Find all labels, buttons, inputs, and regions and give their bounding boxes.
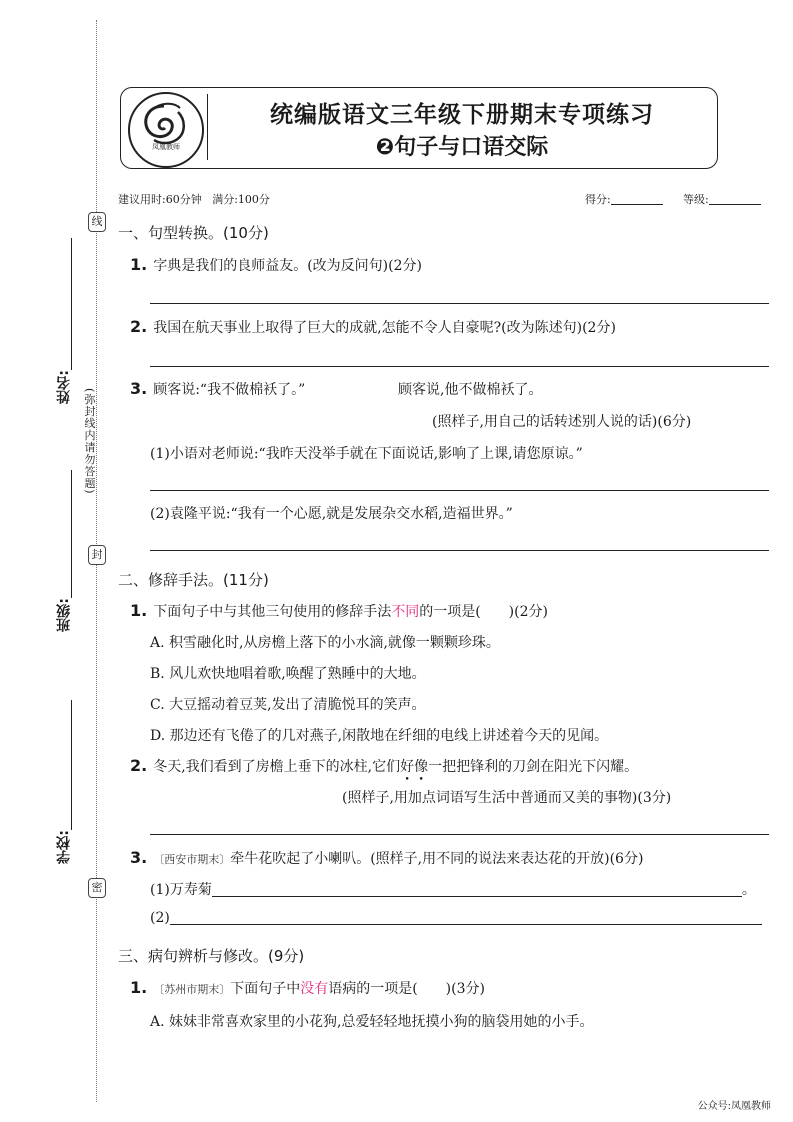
question-text-end: 一把把锋利的刀剑在阳光下闪耀。	[428, 759, 639, 775]
question-1-3	[130, 379, 305, 399]
option-c: C. 大豆摇动着豆荚,发出了清脆悦耳的笑声。	[150, 697, 426, 713]
score-field[interactable]	[585, 191, 663, 207]
answer-line[interactable]	[150, 834, 769, 835]
question-text: 下面句子中	[230, 981, 301, 997]
question-text-end: 的一项是( )(2分)	[419, 604, 548, 620]
question-number: 1.	[130, 255, 148, 274]
class-line	[71, 470, 72, 598]
score-label: 得分:	[585, 193, 611, 206]
source-tag: 〔西安市期末〕	[153, 853, 231, 866]
question-number: 1.	[130, 978, 148, 997]
question-2-2	[130, 756, 638, 776]
class-label: 班级:	[56, 598, 72, 632]
sub-question-label: (1)万寿菊	[150, 882, 212, 898]
question-number: 3.	[130, 379, 148, 398]
dotted-char: 好	[400, 759, 415, 775]
answer-line[interactable]	[150, 490, 769, 491]
question-text: 下面句子中与其他三句使用的修辞手法	[153, 604, 392, 620]
time-hint	[118, 191, 270, 207]
section-2-title: 二、修辞手法。(11分)	[118, 571, 269, 589]
question-number: 2.	[130, 317, 148, 336]
section-1-title: 一、句型转换。(10分)	[118, 224, 269, 242]
binding-notice: (弥封线内请勿答题)	[83, 388, 96, 495]
logo	[128, 92, 204, 168]
binding-mark-line: 线	[88, 212, 106, 232]
dotted-char: 像	[414, 759, 429, 775]
answer-line[interactable]	[150, 366, 769, 367]
section-3-title: 三、病句辨析与修改。(9分)	[118, 947, 305, 965]
time-hint-text: 建议用时:60分钟	[118, 193, 202, 206]
sentence-end: 。	[741, 882, 756, 898]
question-text: 我国在航天事业上取得了巨大的成就,怎能不令人自豪呢?(改为陈述句)(2分)	[153, 320, 616, 336]
answer-blank[interactable]	[212, 882, 742, 897]
question-1-1	[130, 255, 422, 275]
sub-question-label: (2)	[150, 910, 170, 926]
question-text-end: 语病的一项是( )(3分)	[328, 981, 485, 997]
school-line	[71, 700, 72, 830]
option-a: A. 妹妹非常喜欢家里的小花狗,总爱轻轻地抚摸小狗的脑袋用她的小手。	[150, 1014, 594, 1030]
question-text: 牵牛花吹起了小喇叭。(照样子,用不同的说法来表达花的开放)(6分)	[230, 851, 644, 867]
answer-line[interactable]	[150, 303, 769, 304]
logo-text: 凤凰教师	[152, 143, 180, 151]
highlight-word: 不同	[391, 604, 420, 620]
highlight-word: 没有	[300, 981, 329, 997]
example-original: 顾客说:“我不做棉袄了。”	[153, 382, 306, 398]
question-2-3	[130, 848, 643, 868]
binding-mark-secret: 密	[88, 878, 106, 898]
sub-question-1: (1)小语对老师说:“我昨天没举手就在下面说话,影响了上课,请您原谅。”	[150, 446, 583, 462]
option-d: D. 那边还有飞倦了的几对燕子,闲散地在纤细的电线上讲述着今天的见闻。	[150, 728, 609, 744]
question-1-2	[130, 317, 616, 337]
name-line	[71, 238, 72, 370]
grade-label: 等级:	[683, 193, 709, 206]
sub-question-1	[150, 879, 756, 899]
binding-mark-seal: 封	[88, 545, 106, 565]
question-text: 字典是我们的良师益友。(改为反问句)(2分)	[153, 258, 422, 274]
question-number: 2.	[130, 756, 148, 775]
page-title: 统编版语文三年级下册期末专项练习	[270, 102, 654, 128]
sub-question-2	[150, 910, 762, 926]
school-label: 学校:	[56, 830, 72, 864]
source-tag: 〔苏州市期末〕	[153, 983, 231, 996]
full-score-text: 满分:100分	[212, 193, 270, 206]
question-3-1	[130, 978, 485, 998]
header-divider	[207, 94, 208, 160]
sub-question-2: (2)袁隆平说:“我有一个心愿,就是发展杂交水稻,造福世界。”	[150, 506, 513, 522]
option-a: A. 积雪融化时,从房檐上落下的小水滴,就像一颗颗珍珠。	[150, 635, 500, 651]
question-text: 冬天,我们看到了房檐上垂下的冰柱,它们	[153, 759, 401, 775]
question-instruction: (照样子,用自己的话转述别人说的话)(6分)	[432, 414, 692, 430]
question-number: 3.	[130, 848, 148, 867]
question-2-1	[130, 601, 548, 621]
question-number: 1.	[130, 601, 148, 620]
name-label: 姓名:	[56, 370, 72, 404]
footer-account: 公众号:凤凰教师	[697, 1101, 771, 1112]
answer-line[interactable]	[150, 550, 769, 551]
answer-blank[interactable]	[170, 910, 762, 925]
page-subtitle: ❷句子与口语交际	[375, 135, 549, 160]
example-converted: 顾客说,他不做棉袄了。	[398, 382, 543, 398]
grade-field[interactable]	[683, 191, 761, 207]
option-b: B. 风儿欢快地唱着歌,唤醒了熟睡中的大地。	[150, 666, 426, 682]
question-instruction: (照样子,用加点词语写生活中普通而又美的事物)(3分)	[342, 790, 672, 806]
